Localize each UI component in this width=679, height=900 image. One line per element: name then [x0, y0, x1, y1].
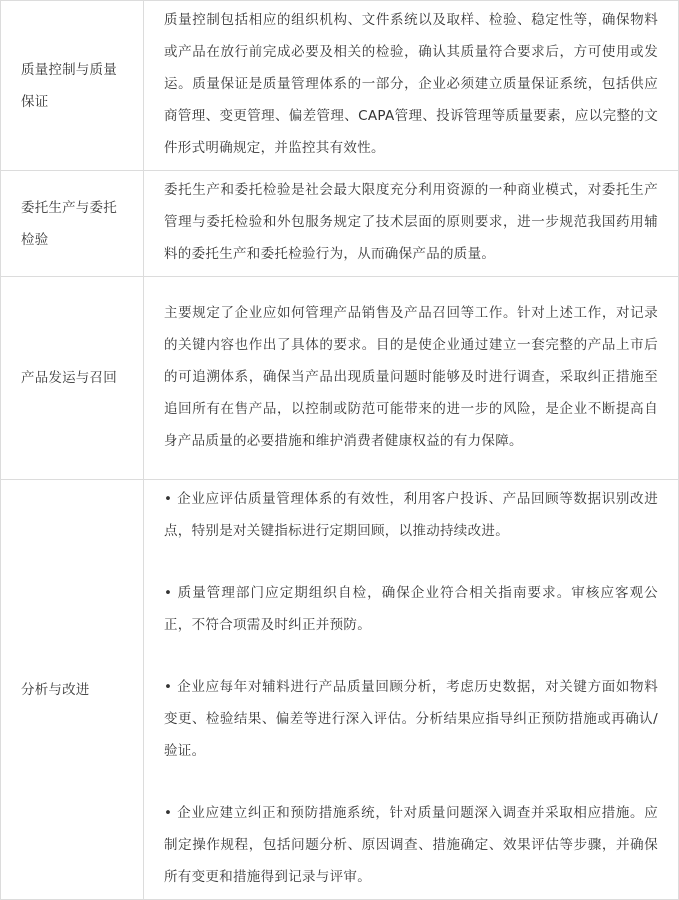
- bullet-item: • 企业应评估质量管理体系的有效性，利用客户投诉、产品回顾等数据识别改进点，特别是对关键指标进行定期回顾，以推动持续改进。: [164, 491, 658, 539]
- row-label-outsourcing: 委托生产与委托检验: [1, 171, 144, 277]
- bullet-item: • 企业应每年对辅料进行产品质量回顾分析，考虑历史数据，对关键方面如物料变更、检验结果、偏差等进行深入评估。分析结果应指导纠正预防措施或再确认/验证。: [164, 679, 658, 759]
- row-content-distribution-recall: [144, 277, 679, 480]
- row-content-outsourcing: [144, 171, 679, 277]
- paragraph: 质量控制包括相应的组织机构、文件系统以及取样、检验、稳定性等，确保物料或产品在放行前完成必要及相关的检验，确认其质量符合要求后，方可使用或发运。质量保证是质量管理体系的一部分，企业必须建立质量保证系统，包括供应商管理、变更管理、偏差管理、CAPA管理、投诉管理等质量要素，应以完整的文件形式明确规定，并监控其有效性。: [164, 12, 658, 156]
- bullet-item: • 质量管理部门应定期组织自检，确保企业符合相关指南要求。审核应客观公正，不符合项需及时纠正并预防。: [164, 585, 658, 633]
- row-label-qc-qa: 质量控制与质量保证: [1, 1, 144, 171]
- table-row: [1, 277, 679, 480]
- bullet-item: • 企业应建立纠正和预防措施系统，针对质量问题深入调查并采取相应措施。应制定操作规程，包括问题分析、原因调查、措施确定、效果评估等步骤，并确保所有变更和措施得到记录与评审。: [164, 805, 658, 885]
- paragraph: 主要规定了企业应如何管理产品销售及产品召回等工作。针对上述工作，对记录的关键内容也作出了具体的要求。目的是使企业通过建立一套完整的产品上市后的可追溯体系，确保当产品出现质量问题时能够及时进行调查，采取纠正措施至追回所有在售产品，以控制或防范可能带来的进一步的风险，是企业不断提高自身产品质量的必要措施和维护消费者健康权益的有力保障。: [164, 304, 658, 449]
- paragraph: 委托生产和委托检验是社会最大限度充分利用资源的一种商业模式，对委托生产管理与委托检验和外包服务规定了技术层面的原则要求，进一步规范我国药用辅料的委托生产和委托检验行为，从而确保产品的质量。: [164, 182, 658, 262]
- row-label-analysis-improvement: 分析与改进: [1, 480, 144, 900]
- table-row: [1, 171, 679, 277]
- row-label-distribution-recall: 产品发运与召回: [1, 277, 144, 480]
- table-row: [1, 480, 679, 900]
- row-content-qc-qa: [144, 1, 679, 171]
- table-row: [1, 1, 679, 171]
- row-content-analysis-improvement: [144, 480, 679, 900]
